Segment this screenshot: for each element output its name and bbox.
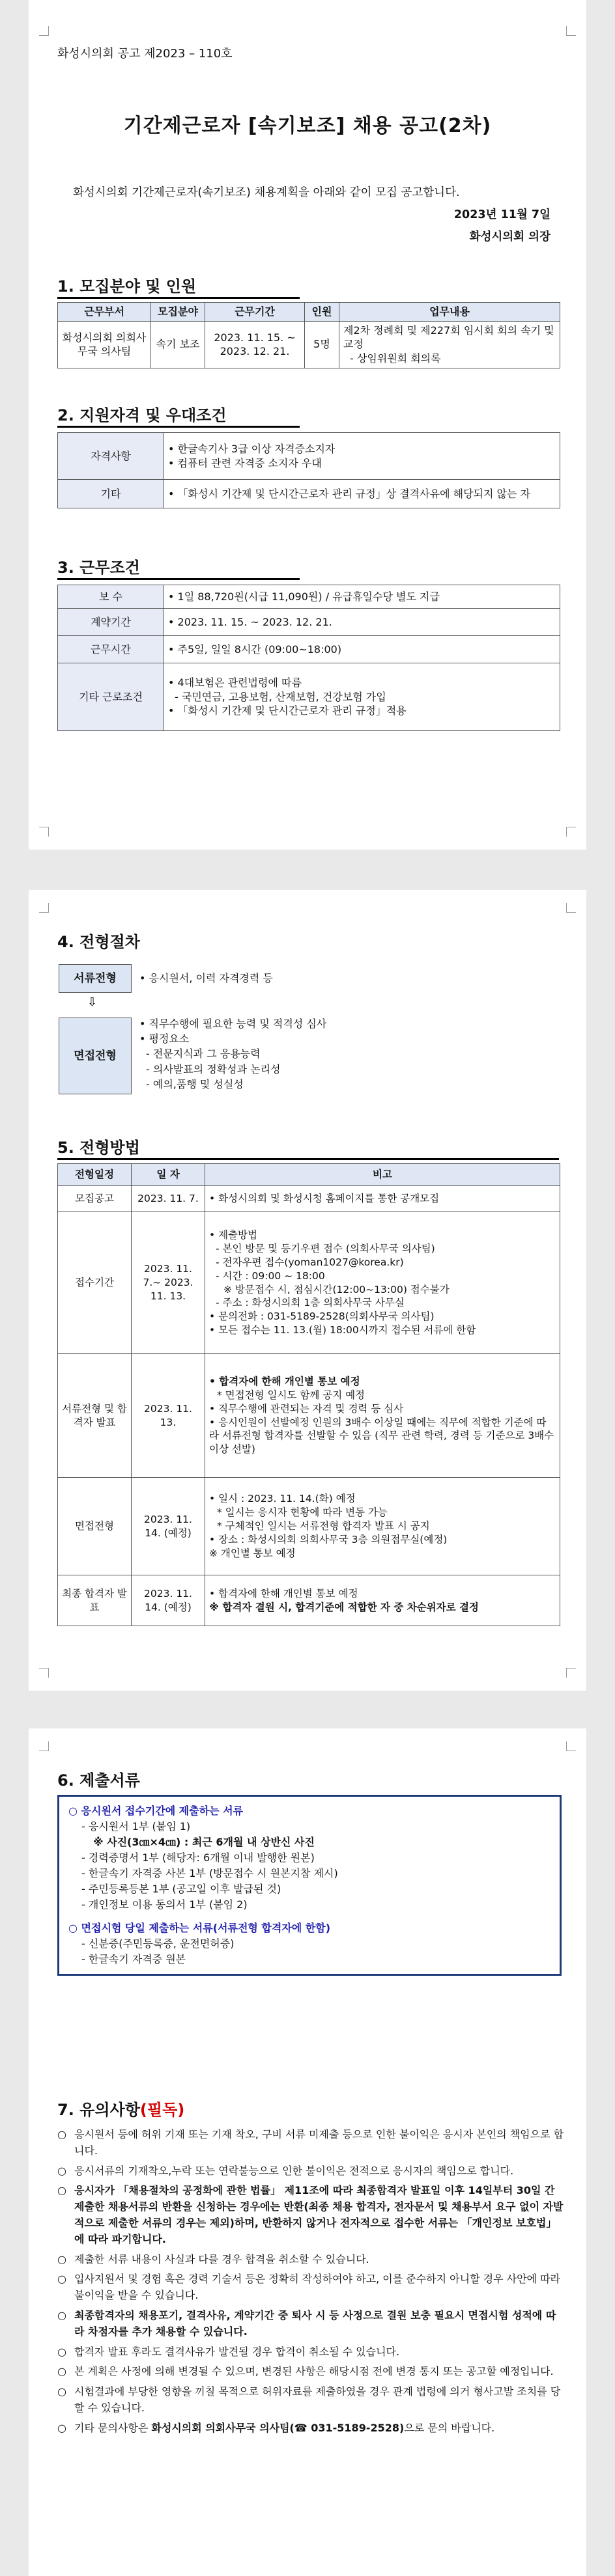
stage-cell: 면접전형	[58, 1478, 132, 1575]
note-line: • 문의전화 : 031-5189-2528(의회사무국 의사팀)	[209, 1310, 435, 1323]
list-item: • 한글속기사 3급 이상 자격증소지자	[168, 442, 556, 456]
row-label: 기타	[58, 480, 164, 508]
doc-item: - 신분증(주민등록증, 운전면허증)	[81, 1937, 235, 1950]
contact-info: 화성시의회 의회사무국 의사팀(☎ 031-5189-2528)	[151, 2421, 405, 2434]
corner-mark	[39, 1668, 49, 1678]
doc-item: ※ 사진(3㎝×4㎝) : 최근 6개월 내 상반신 사진	[93, 1836, 315, 1848]
step-2-line: - 예의,품행 및 성실성	[146, 1077, 244, 1090]
step-document-screening: 서류전형	[59, 964, 132, 993]
notice-date: 2023년 11월 7일	[453, 208, 551, 221]
note-line: - 시간 : 09:00 ~ 18:00	[216, 1269, 325, 1282]
section-underline	[57, 297, 300, 299]
corner-mark	[566, 1668, 576, 1678]
row-content	[164, 663, 560, 731]
recruit-table	[57, 302, 560, 368]
section-underline	[57, 578, 300, 580]
notes-cell	[205, 1186, 560, 1212]
corner-mark	[566, 903, 576, 913]
doc-item: - 주민등록등본 1부 (공고일 이후 발급된 것)	[81, 1883, 281, 1895]
section-1-title: 1. 모집분야 및 인원	[57, 277, 197, 296]
step-2-line: • 직무수행에 필요한 능력 및 적격성 심사	[139, 1018, 327, 1030]
page-title: 기간제근로자 [속기보조] 채용 공고(2차)	[123, 115, 492, 137]
notice-item: ○ 제출한 서류 내용이 사실과 다를 경우 합격을 취소할 수 있습니다.	[57, 2252, 565, 2268]
duties-cell	[339, 321, 560, 368]
flow-arrow-icon: ⇩	[87, 995, 98, 1009]
note-line: • 응시인원이 선발예정 인원의 3배수 이상일 때에는 직무에 적합한 기준에 따라 서류전형 합격자를 선발할 수 있음 (직무 관련 학력, 경력 등 기준으로 3배수 이상 선발)	[209, 1416, 554, 1456]
corner-mark	[566, 26, 576, 36]
note-line: • 일시 : 2023. 11. 14.(화) 예정	[209, 1493, 356, 1505]
stage-cell: 최종 합격자 발표	[58, 1575, 132, 1626]
note-line: • 모든 접수는 11. 13.(월) 18:00시까지 접수된 서류에 한함	[209, 1324, 476, 1336]
notice-list	[57, 2127, 565, 2441]
corner-mark	[39, 903, 49, 913]
step-1-text: • 응시원서, 이력 자격경력 등	[139, 972, 273, 984]
section-7-title-text: 7. 유의사항	[57, 2101, 140, 2119]
section-5-title: 5. 전형방법	[57, 1139, 140, 1157]
date-cell: 2023. 11. 7.	[132, 1186, 205, 1212]
dept-cell: 화성시의회 의회사무국 의사팀	[58, 321, 151, 368]
notice-item-contact	[57, 2420, 565, 2437]
note-line: - 전자우편 접수(yoman1027@korea.kr)	[216, 1256, 404, 1268]
row-content	[164, 585, 560, 609]
col-header: 비고	[205, 1164, 560, 1186]
conditions-table	[57, 585, 560, 731]
stage-cell: 접수기간	[58, 1212, 132, 1354]
doc-group-title: ○ 응시원서 접수기간에 제출하는 서류	[68, 1805, 244, 1817]
row-label: 기타 근로조건	[58, 663, 164, 731]
note-line: • 제출방법	[209, 1228, 257, 1241]
page-1	[29, 0, 586, 850]
documents-box	[57, 1795, 562, 1976]
step-2-desc	[139, 1016, 326, 1092]
doc-item: - 개인정보 이용 동의서 1부 (붙임 2)	[81, 1898, 248, 1911]
col-header: 일 자	[132, 1164, 205, 1186]
date-cell: 2023. 11. 14. (예정)	[132, 1478, 205, 1575]
qualification-table	[57, 432, 560, 508]
must-read-badge: (필독)	[139, 2101, 185, 2119]
col-header: 근무기간	[205, 303, 305, 322]
col-header: 근무부서	[58, 303, 151, 322]
section-6-title: 6. 제출서류	[57, 1771, 140, 1790]
corner-mark	[39, 26, 49, 36]
doc-item: - 경력증명서 1부 (해당자: 6개월 이내 발행한 원본)	[81, 1851, 315, 1864]
contact-prefix: 기타 문의사항은	[74, 2421, 152, 2434]
doc-item: - 한글속기 자격증 사본 1부 (방문접수 시 원본지참 제시)	[81, 1867, 338, 1879]
row-label: 계약기간	[58, 609, 164, 636]
note-line: * 구체적인 일시는 서류전형 합격자 발표 시 공지	[217, 1520, 430, 1532]
note-line: * 면접전형 일시도 함께 공지 예정	[217, 1389, 365, 1401]
doc-item: - 한글속기 자격증 원본	[81, 1953, 186, 1965]
notes-cell	[205, 1354, 560, 1478]
date-cell: 2023. 11. 7.~ 2023. 11. 13.	[132, 1212, 205, 1354]
notice-item: ○ 입사지원서 및 경험 혹은 경력 기술서 등은 정확히 작성하여야 하고, 이를 준수하지 아니할 경우 사안에 따라 불이익을 받을 수 있습니다.	[57, 2271, 565, 2304]
row-content	[164, 609, 560, 636]
intro-text: 화성시의회 기간제근로자(속기보조) 채용계획을 아래와 같이 모집 공고합니다.	[73, 186, 460, 199]
notice-item: ○ 최종합격자의 채용포기, 결격사유, 계약기간 중 퇴사 시 등 사정으로 결원 보충 필요시 면접시험 성적에 따라 차점자를 추가 채용할 수 있습니다.	[57, 2308, 565, 2340]
note-line: • 장소 : 화성시의회 의회사무국 3층 의원접무실(예정)	[209, 1533, 448, 1545]
duty-line: 제2차 정례회 및 제227회 임시회 회의 속기 및 교정	[343, 324, 554, 351]
issuer: 화성시의회 의장	[469, 230, 551, 243]
doc-group-title: ○ 면접시험 당일 제출하는 서류(서류전형 합격자에 한함)	[68, 1922, 331, 1934]
date-cell: 2023. 11. 13.	[132, 1354, 205, 1478]
row-label: 자격사항	[58, 433, 164, 480]
selection-table	[57, 1163, 560, 1626]
col-header: 인원	[305, 303, 339, 322]
section-underline	[57, 1158, 559, 1160]
list-item: • 컴퓨터 관련 자격증 소지자 우대	[168, 456, 556, 471]
col-header: 전형일정	[58, 1164, 132, 1186]
list-item: • 주5일, 일일 8시간 (09:00~18:00)	[168, 643, 556, 657]
contact-suffix: 으로 문의 바랍니다.	[404, 2421, 495, 2434]
notes-cell	[205, 1478, 560, 1575]
field-cell: 속기 보조	[151, 321, 205, 368]
notice-item: ○ 응시서류의 기재착오,누락 또는 연락불능으로 인한 불이익은 전적으로 응시자의 책임으로 합니다.	[57, 2163, 565, 2180]
notes-cell	[205, 1212, 560, 1354]
step-2-line: • 평정요소	[139, 1032, 190, 1046]
row-content	[164, 480, 560, 508]
step-interview: 면접전형	[59, 1018, 132, 1094]
notice-item: ○ 합격자 발표 후라도 결격사유가 발견될 경우 합격이 취소될 수 있습니다.	[57, 2344, 565, 2361]
note-line: * 일시는 응시자 현황에 따라 변동 가능	[217, 1506, 388, 1519]
notice-item: ○ 응시자가 「채용절차의 공정화에 관한 법률」 제11조에 따라 최종합격자 발표일 이후 14일부터 30일 간 제출한 채용서류의 반환을 신청하는 경우에는 반환(최종 채용 합격자, 전자문서 및 채용부서 요구 없이 자발적으로 제출한 서류의 경우는 제외)하며, 반환하지 않거나 전자적으로 접수한 서류는 「개인정보 보호법」 에 따라 파기합니다.	[57, 2183, 565, 2247]
notice-item: ○ 응시원서 등에 허위 기재 또는 기재 착오, 구비 서류 미제출 등으로 인한 불이익은 응시자 본인의 책임으로 합니다.	[57, 2127, 565, 2159]
note-line: ※ 개인별 통보 예정	[209, 1547, 296, 1559]
step-1-desc	[139, 971, 273, 986]
count-cell: 5명	[305, 321, 339, 368]
list-item: • 4대보험은 관련법령에 따름	[168, 676, 556, 690]
note-line: ※ 방문접수 시, 점심시간(12:00~13:00) 접수불가	[223, 1283, 450, 1295]
list-item: - 국민연금, 고용보험, 산재보험, 건강보험 가입	[175, 690, 386, 703]
period-cell: 2023. 11. 15. ~ 2023. 12. 21.	[205, 321, 305, 368]
corner-mark	[566, 827, 576, 837]
step-2-line: - 의사발표의 정확성과 논리성	[146, 1062, 281, 1075]
section-4-title: 4. 전형절차	[57, 933, 140, 951]
section-underline	[57, 426, 300, 428]
notes-cell	[205, 1575, 560, 1626]
notice-number: 화성시의회 공고 제2023 – 110호	[57, 47, 233, 61]
corner-mark	[39, 827, 49, 837]
note-line: - 본인 방문 및 등기우편 접수 (의회사무국 의사팀)	[216, 1242, 435, 1254]
col-header: 모집분야	[151, 303, 205, 322]
note-line: • 합격자에 한해 개인별 통보 예정	[209, 1587, 358, 1600]
note-line: • 직무수행에 관련되는 자격 및 경력 등 심사	[209, 1402, 404, 1415]
note-line: ※ 합격자 결원 시, 합격기준에 적합한 자 중 차순위자로 결정	[209, 1601, 479, 1613]
corner-mark	[566, 1741, 576, 1751]
col-header: 업무내용	[339, 303, 560, 322]
section-3-title: 3. 근무조건	[57, 559, 140, 577]
section-2-title: 2. 지원자격 및 우대조건	[57, 406, 227, 424]
duty-line: - 상임위원회 회의록	[350, 352, 441, 365]
note-line: • 화성시의회 및 화성시청 홈페이지를 통한 공개모집	[209, 1193, 440, 1205]
corner-mark	[39, 1741, 49, 1751]
page-3	[29, 1728, 586, 2576]
row-content	[164, 433, 560, 480]
row-label: 근무시간	[58, 636, 164, 663]
stage-cell: 서류전형 및 합격자 발표	[58, 1354, 132, 1478]
row-label: 보 수	[58, 585, 164, 609]
doc-item: - 응시원서 1부 (붙임 1)	[81, 1820, 191, 1833]
stage-cell: 모집공고	[58, 1186, 132, 1212]
list-item: • 「화성시 기간제 및 단시간근로자 관리 규정」적용	[168, 704, 556, 718]
page-2	[29, 890, 586, 1691]
list-item: • 1일 88,720원(시급 11,090원) / 유급휴일수당 별도 지급	[168, 590, 556, 604]
note-line: - 주소 : 화성시의회 1층 의회사무국 사무실	[216, 1297, 405, 1309]
list-item: • 2023. 11. 15. ~ 2023. 12. 21.	[168, 615, 556, 630]
section-7-title	[57, 2097, 184, 2120]
row-content	[164, 636, 560, 663]
notice-item: ○ 시험결과에 부당한 영향을 끼칠 목적으로 허위자료를 제출하였을 경우 관계 법령에 의거 형사고발 조치를 당할 수 있습니다.	[57, 2384, 565, 2417]
note-line: • 합격자에 한해 개인별 통보 예정	[209, 1375, 360, 1387]
notice-item: ○ 본 계획은 사정에 의해 변경될 수 있으며, 변경된 사항은 해당시점 전에 변경 통지 또는 공고할 예정입니다.	[57, 2364, 565, 2380]
list-item: • 「화성시 기간제 및 단시간근로자 관리 규정」상 결격사유에 해당되지 않는 자	[168, 487, 556, 501]
date-cell: 2023. 11. 14. (예정)	[132, 1575, 205, 1626]
step-2-line: - 전문지식과 그 응용능력	[146, 1047, 261, 1060]
